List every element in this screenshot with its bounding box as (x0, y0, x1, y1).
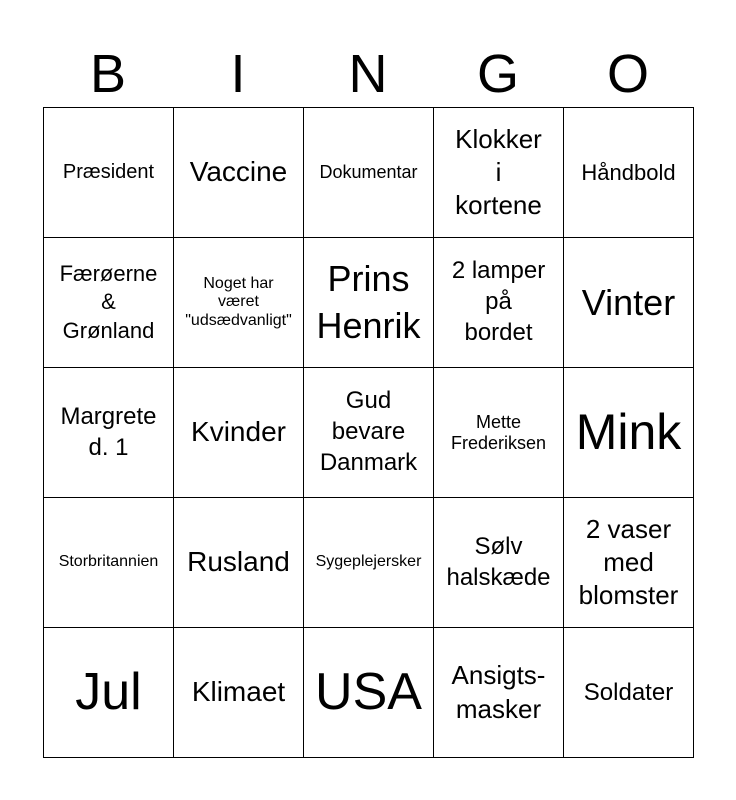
bingo-cell-r4-c5[interactable] (564, 498, 694, 628)
bingo-cell-label: Noget har været "udsædvanligt" (185, 274, 292, 329)
bingo-cell-r1-c5[interactable] (564, 108, 694, 238)
bingo-cell-label: Klimaet (191, 676, 286, 708)
bingo-cell-r4-c4[interactable] (434, 498, 564, 628)
bingo-cell-r4-c2[interactable] (174, 498, 304, 628)
bingo-cell-label: Vaccine (189, 156, 288, 188)
bingo-cell-r3-c5[interactable] (564, 368, 694, 498)
bingo-cell-label: 2 vaser med blomster (578, 513, 679, 611)
header-letter-i: I (230, 44, 246, 104)
bingo-board (43, 107, 694, 758)
bingo-cell-r1-c4[interactable] (434, 108, 564, 238)
bingo-cell-r3-c2[interactable] (174, 368, 304, 498)
bingo-cell-label: Mette Frederiksen (450, 411, 547, 453)
bingo-cell-label: Prins Henrik (316, 258, 421, 346)
bingo-cell-label: Mink (575, 403, 682, 460)
header-letter-g: G (476, 44, 519, 104)
bingo-cell-label: 2 lamper på bordet (451, 257, 546, 346)
bingo-cell-r3-c3[interactable] (304, 368, 434, 498)
bingo-cell-r5-c5[interactable] (564, 628, 694, 758)
bingo-cell-r1-c2[interactable] (174, 108, 304, 238)
bingo-cell-r5-c4[interactable] (434, 628, 564, 758)
bingo-cell-label: Ansigts- masker (451, 660, 546, 724)
bingo-cell-label: Præsident (62, 161, 155, 183)
bingo-cell-label: USA (315, 662, 422, 721)
bingo-cell-r3-c4[interactable] (434, 368, 564, 498)
bingo-cell-label: Gud bevare Danmark (319, 387, 418, 476)
bingo-cell-r5-c3[interactable] (304, 628, 434, 758)
bingo-cell-r1-c1[interactable] (44, 108, 174, 238)
bingo-cell-label: Sølv halskæde (446, 532, 551, 591)
bingo-cell-r2-c1[interactable] (44, 238, 174, 368)
header-letter-o: O (606, 44, 649, 104)
bingo-cell-label: Vinter (581, 281, 676, 323)
bingo-cell-label: Kvinder (191, 416, 286, 448)
bingo-cell-r5-c1[interactable] (44, 628, 174, 758)
bingo-cell-label: Håndbold (581, 159, 676, 185)
bingo-cell-r4-c1[interactable] (44, 498, 174, 628)
bingo-cell-r2-c2[interactable] (174, 238, 304, 368)
bingo-cell-r2-c5[interactable] (564, 238, 694, 368)
bingo-header (43, 40, 693, 108)
bingo-cell-label: Sygeplejersker (315, 553, 422, 571)
bingo-cell-r1-c3[interactable] (304, 108, 434, 238)
bingo-cell-label: Færøerne & Grønland (59, 261, 158, 343)
bingo-cell-label: Dokumentar (319, 162, 418, 183)
bingo-cell-label: Storbritannien (58, 553, 159, 571)
bingo-cell-label: Klokker i kortene (455, 123, 542, 221)
bingo-cell-r4-c3[interactable] (304, 498, 434, 628)
bingo-cell-label: Soldater (583, 678, 674, 706)
header-letter-b: B (89, 44, 127, 104)
header-letter-n: N (348, 44, 388, 104)
bingo-cell-label: Margrete d. 1 (60, 402, 157, 461)
bingo-cell-label: Rusland (187, 546, 290, 578)
bingo-cell-r3-c1[interactable] (44, 368, 174, 498)
bingo-cell-r2-c4[interactable] (434, 238, 564, 368)
bingo-cell-label: Jul (75, 662, 142, 721)
bingo-cell-r2-c3[interactable] (304, 238, 434, 368)
bingo-cell-r5-c2[interactable] (174, 628, 304, 758)
